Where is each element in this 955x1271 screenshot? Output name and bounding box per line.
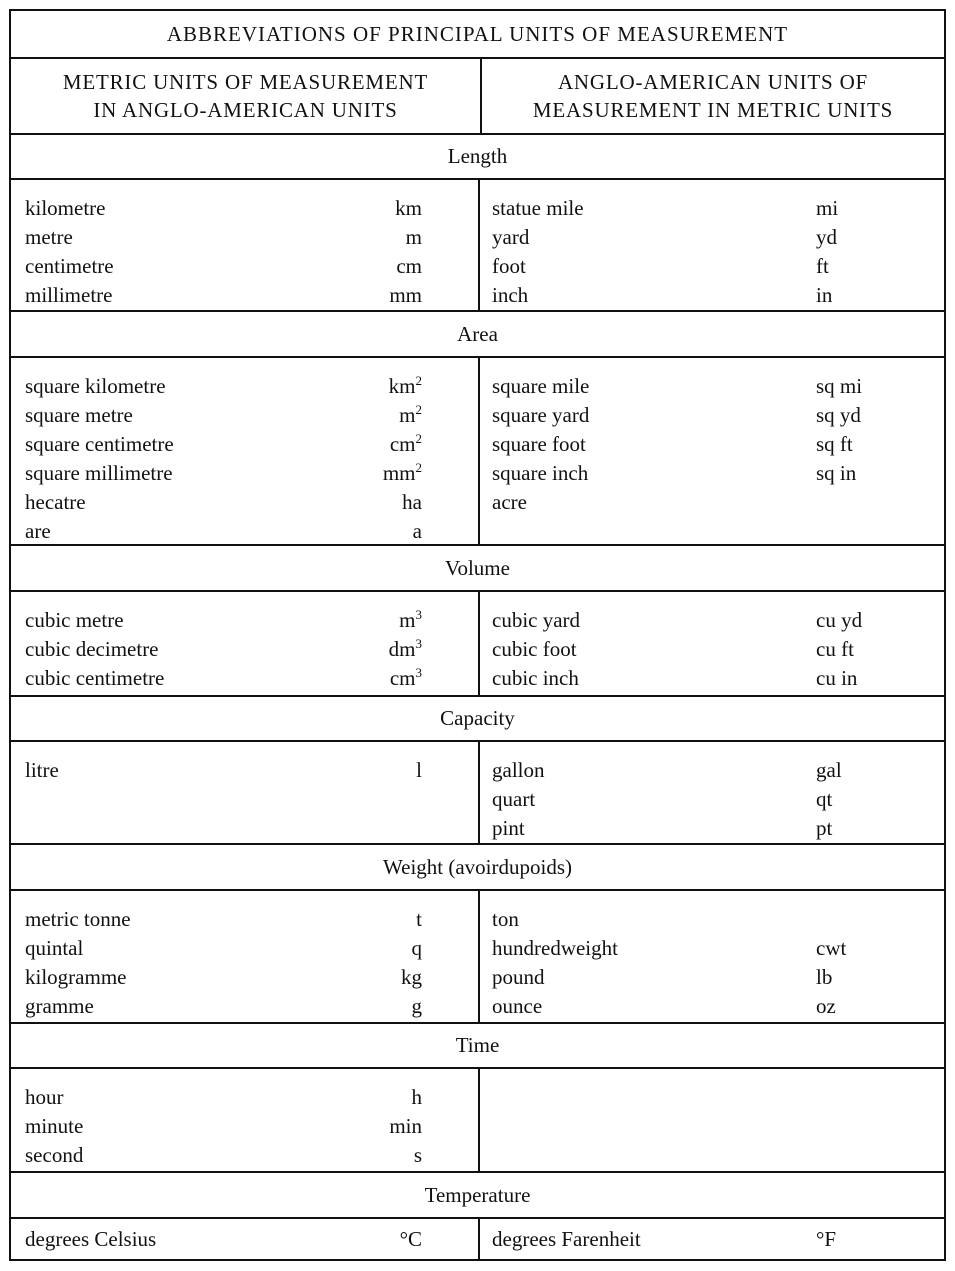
unit-row [11, 756, 478, 785]
section-title-length: Length [11, 133, 944, 178]
unit-row [480, 401, 944, 430]
unit-abbreviation [816, 1225, 836, 1254]
unit-abbreviation [389, 281, 422, 310]
unit-abbreviation [390, 664, 422, 693]
abbreviation-text: lb [816, 965, 833, 989]
section-body-temperature [11, 1217, 944, 1259]
unit-row [480, 606, 944, 635]
unit-row [11, 372, 478, 401]
unit-abbreviation [816, 785, 832, 814]
unit-name: ton [492, 907, 519, 931]
abbreviation-text: gal [816, 758, 842, 782]
unit-name: square centimetre [25, 432, 174, 456]
abbreviation-text: m [399, 403, 416, 427]
unit-row [480, 430, 944, 459]
metric-column [11, 891, 480, 1022]
unit-name: metre [25, 225, 73, 249]
abbreviation-text: s [413, 1143, 422, 1167]
unit-name: hundredweight [492, 936, 618, 960]
unit-row [11, 517, 478, 546]
unit-row [11, 223, 478, 252]
unit-row [11, 934, 478, 963]
abbreviation-text: a [412, 519, 422, 543]
unit-row [480, 635, 944, 664]
unit-abbreviation [816, 756, 842, 785]
unit-row [11, 488, 478, 517]
unit-name: cubic decimetre [25, 637, 159, 661]
unit-name: square metre [25, 403, 133, 427]
unit-name: hour [25, 1085, 64, 1109]
unit-abbreviation [406, 223, 422, 252]
unit-name: are [25, 519, 51, 543]
section-title-weight: Weight (avoirdupoids) [11, 843, 944, 889]
abbreviation-text: sq mi [816, 374, 863, 398]
unit-abbreviation [412, 934, 423, 963]
abbreviation-text: qt [816, 787, 833, 811]
unit-row [11, 281, 478, 310]
unit-name: cubic foot [492, 637, 577, 661]
unit-name: acre [492, 490, 527, 514]
unit-abbreviation [816, 223, 837, 252]
unit-abbreviation [400, 1225, 422, 1254]
unit-row [480, 814, 944, 843]
unit-name: millimetre [25, 283, 113, 307]
unit-abbreviation [416, 756, 422, 785]
unit-abbreviation [816, 963, 832, 992]
unit-abbreviation [816, 401, 861, 430]
unit-abbreviation [816, 430, 853, 459]
anglo-header-line-1: ANGLO-AMERICAN UNITS OF [557, 70, 869, 94]
exponent: 3 [415, 607, 422, 622]
unit-abbreviation [396, 252, 422, 281]
exponent: 2 [415, 431, 422, 446]
metric-column [11, 1069, 480, 1171]
anglo-column [480, 1219, 944, 1259]
unit-row [11, 430, 478, 459]
unit-abbreviation [816, 814, 832, 843]
unit-name: degrees Farenheit [492, 1227, 641, 1251]
unit-abbreviation [816, 281, 832, 310]
unit-row [480, 252, 944, 281]
metric-column [11, 1219, 480, 1259]
abbreviation-text: in [816, 283, 833, 307]
abbreviation-text: dm [388, 637, 416, 661]
unit-name: metric tonne [25, 907, 131, 931]
unit-abbreviation [399, 401, 422, 430]
section-body-weight [11, 889, 944, 1022]
unit-row [11, 1112, 478, 1141]
abbreviation-text: km [388, 374, 416, 398]
section-body-area [11, 356, 944, 544]
unit-row [480, 664, 944, 693]
metric-column-header [11, 59, 482, 133]
unit-abbreviation [416, 905, 422, 934]
unit-name: gramme [25, 994, 94, 1018]
unit-abbreviation [402, 488, 422, 517]
unit-abbreviation [390, 430, 422, 459]
abbreviation-text: m [399, 608, 416, 632]
abbreviation-text: mm [382, 461, 416, 485]
unit-abbreviation [412, 992, 423, 1021]
unit-name: kilogramme [25, 965, 127, 989]
abbreviation-text: cm [396, 254, 422, 278]
unit-row [480, 905, 944, 934]
unit-name: square kilometre [25, 374, 166, 398]
unit-abbreviation [816, 606, 862, 635]
section-title-temperature: Temperature [11, 1171, 944, 1217]
unit-name: cubic metre [25, 608, 124, 632]
unit-row [480, 992, 944, 1021]
unit-abbreviation [816, 194, 838, 223]
metric-column [11, 358, 480, 544]
unit-row [11, 606, 478, 635]
unit-row [11, 252, 478, 281]
abbreviation-text: cu ft [816, 637, 854, 661]
unit-abbreviation [816, 992, 836, 1021]
unit-row [11, 905, 478, 934]
abbreviation-text: °F [816, 1227, 837, 1251]
anglo-column [480, 891, 944, 1022]
metric-column [11, 180, 480, 310]
unit-name: kilometre [25, 196, 106, 220]
abbreviation-text: cm [389, 666, 416, 690]
abbreviation-text: l [416, 758, 422, 782]
unit-name: square millimetre [25, 461, 173, 485]
section-body-time [11, 1067, 944, 1171]
abbreviation-text: mi [816, 196, 839, 220]
anglo-header-line-2: MEASUREMENT IN METRIC UNITS [532, 98, 894, 122]
unit-abbreviation [399, 606, 422, 635]
column-headers [11, 57, 944, 133]
unit-abbreviation [816, 459, 856, 488]
abbreviation-text: cu in [816, 666, 858, 690]
unit-name: pound [492, 965, 545, 989]
unit-name: cubic inch [492, 666, 579, 690]
unit-name: second [25, 1143, 84, 1167]
abbreviation-text: cu yd [816, 608, 863, 632]
unit-name: cubic centimetre [25, 666, 165, 690]
unit-abbreviation [389, 1112, 422, 1141]
unit-abbreviation [414, 1141, 422, 1170]
abbreviation-text: q [411, 936, 422, 960]
abbreviation-text: °C [399, 1227, 422, 1251]
unit-name: gallon [492, 758, 545, 782]
unit-row [480, 963, 944, 992]
unit-name: degrees Celsius [25, 1227, 157, 1251]
metric-column [11, 592, 480, 695]
unit-name: pint [492, 816, 525, 840]
abbreviation-text: m [405, 225, 422, 249]
unit-name: hecatre [25, 490, 86, 514]
anglo-column [480, 592, 944, 695]
anglo-column [480, 180, 944, 310]
unit-row [480, 194, 944, 223]
abbreviation-text: pt [816, 816, 833, 840]
unit-abbreviation [816, 252, 829, 281]
unit-abbreviation [395, 194, 422, 223]
abbreviation-text: sq yd [816, 403, 861, 427]
unit-row [11, 459, 478, 488]
abbreviation-text: km [395, 196, 422, 220]
section-body-capacity [11, 740, 944, 843]
unit-abbreviation [816, 372, 862, 401]
unit-name: cubic yard [492, 608, 581, 632]
anglo-column-header [482, 59, 944, 133]
unit-abbreviation [816, 635, 854, 664]
unit-row [480, 372, 944, 401]
exponent: 3 [415, 636, 422, 651]
metric-column [11, 742, 480, 843]
unit-abbreviation [401, 963, 422, 992]
abbreviation-text: ft [816, 254, 829, 278]
section-title-volume: Volume [11, 544, 944, 590]
section-title-area: Area [11, 310, 944, 356]
units-table [9, 9, 946, 1261]
unit-name: square yard [492, 403, 590, 427]
anglo-column [480, 358, 944, 544]
unit-abbreviation [413, 517, 422, 546]
unit-name: minute [25, 1114, 84, 1138]
anglo-column [480, 1069, 944, 1171]
section-body-volume [11, 590, 944, 695]
unit-abbreviation [816, 664, 857, 693]
exponent: 2 [415, 460, 422, 475]
unit-name: square inch [492, 461, 589, 485]
unit-row [480, 785, 944, 814]
abbreviation-text: cm [389, 432, 416, 456]
abbreviation-text: yd [816, 225, 837, 249]
unit-row [11, 1141, 478, 1170]
unit-row [480, 934, 944, 963]
unit-name: square foot [492, 432, 586, 456]
unit-row [11, 664, 478, 693]
unit-name: litre [25, 758, 59, 782]
unit-row [480, 488, 944, 517]
unit-row [11, 963, 478, 992]
unit-row [11, 1083, 478, 1112]
unit-row [11, 401, 478, 430]
metric-header-line-2: IN ANGLO-AMERICAN UNITS [93, 98, 398, 122]
exponent: 2 [415, 402, 422, 417]
unit-row [11, 635, 478, 664]
abbreviation-text: sq ft [816, 432, 853, 456]
unit-name: centimetre [25, 254, 114, 278]
table-title: ABBREVIATIONS OF PRINCIPAL UNITS OF MEASUREMENT [166, 21, 789, 46]
unit-row [480, 1225, 944, 1254]
unit-abbreviation [383, 459, 422, 488]
section-body-length [11, 178, 944, 310]
exponent: 2 [415, 373, 422, 388]
exponent: 3 [415, 665, 422, 680]
abbreviation-text: oz [816, 994, 836, 1018]
unit-abbreviation [412, 1083, 423, 1112]
abbreviation-text: h [411, 1085, 422, 1109]
abbreviation-text: min [389, 1114, 422, 1138]
unit-name: quart [492, 787, 536, 811]
unit-abbreviation [389, 372, 422, 401]
section-title-capacity: Capacity [11, 695, 944, 740]
unit-row [11, 992, 478, 1021]
abbreviation-text: mm [389, 283, 422, 307]
abbreviation-text: t [416, 907, 422, 931]
abbreviation-text: ha [402, 490, 422, 514]
unit-abbreviation [816, 934, 846, 963]
unit-name: square mile [492, 374, 590, 398]
abbreviation-text: g [411, 994, 422, 1018]
unit-name: inch [492, 283, 529, 307]
unit-name: yard [492, 225, 530, 249]
abbreviation-text: kg [401, 965, 422, 989]
unit-name: statue mile [492, 196, 584, 220]
unit-row [11, 1225, 478, 1254]
unit-row [480, 756, 944, 785]
unit-row [480, 223, 944, 252]
unit-name: foot [492, 254, 526, 278]
section-title-time: Time [11, 1022, 944, 1067]
unit-name: ounce [492, 994, 543, 1018]
unit-row [11, 194, 478, 223]
unit-row [480, 459, 944, 488]
anglo-column [480, 742, 944, 843]
metric-header-line-1: METRIC UNITS OF MEASUREMENT [62, 70, 429, 94]
abbreviation-text: cwt [816, 936, 847, 960]
unit-name: quintal [25, 936, 84, 960]
abbreviation-text: sq in [816, 461, 857, 485]
unit-row [480, 281, 944, 310]
unit-abbreviation [389, 635, 422, 664]
